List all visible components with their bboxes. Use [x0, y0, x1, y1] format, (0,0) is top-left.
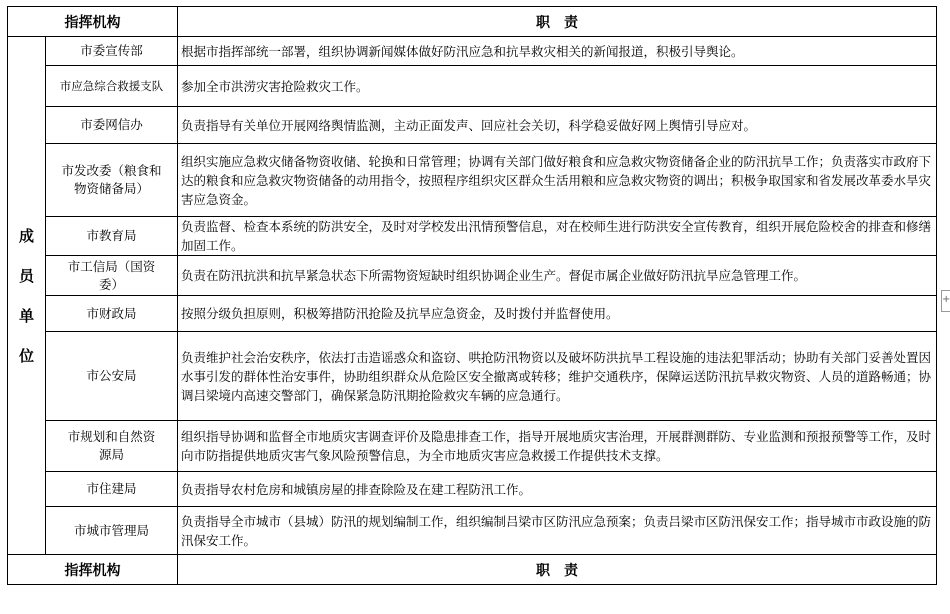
duty-cell: 根据市指挥部统一部署，组织协调新闻媒体做好防汛应急和抗旱救灾相关的新闻报道，积极引导舆论。: [178, 37, 937, 66]
duty-cell: 组织指导协调和监督全市地质灾害调查评价及隐患排查工作，指导开展地质灾害治理，开展群测群防、专业监测和预报预警等工作，及时向市防指提供地质灾害气象风险预警信息，为全市地质灾害应急救援工作提供技术支撑。: [178, 421, 937, 472]
org-name: 市委网信办: [80, 117, 143, 132]
footer-col-duty: 职 责: [178, 555, 937, 585]
duty-cell: 组织实施应急救灾储备物资收储、轮换和日常管理；协调有关部门做好粮食和应急救灾物资储备企业的防汛抗旱工作；负责落实市政府下达的粮食和应急救灾物资储备的动用指令，按照程序组织灾区群众生活用粮和应急救灾物资的调出；积极争取国家和省发展改革委水旱灾害应急资金。: [178, 144, 937, 217]
table-row: [8, 37, 937, 66]
org-cell: [46, 507, 178, 555]
org-cell: [46, 256, 178, 296]
org-cell: [46, 66, 178, 107]
table-row: [8, 144, 937, 217]
org-cell: [46, 37, 178, 66]
org-cell: [46, 332, 178, 421]
duty-cell: 负责指导农村危房和城镇房屋的排查除险及在建工程防汛工作。: [178, 472, 937, 507]
org-name: 市应急综合救援支队: [59, 79, 164, 93]
org-cell: [46, 296, 178, 332]
org-name: 市委宣传部: [80, 43, 143, 58]
header-row: [8, 7, 937, 37]
org-cell: [46, 107, 178, 144]
footer-col-agency: 指挥机构: [8, 555, 178, 585]
table-row: [8, 507, 937, 555]
org-cell: [46, 144, 178, 217]
org-name: 市规划和自然资源局: [67, 429, 156, 462]
org-name: 市教育局: [86, 228, 137, 243]
duty-cell: 负责指导有关单位开展网络舆情监测，主动正面发声、回应社会关切，科学稳妥做好网上舆情引导应对。: [178, 107, 937, 144]
table-row: [8, 296, 937, 332]
org-name: 市公安局: [86, 368, 137, 383]
org-name: 市工信局（国资委）: [67, 258, 156, 292]
duty-cell: 按照分级负担原则，积极筹措防汛抢险及抗旱应急资金，及时拨付并监督使用。: [178, 296, 937, 332]
org-name: 市城市管理局: [73, 522, 149, 538]
table-row: [8, 256, 937, 296]
footer-row: [8, 555, 937, 585]
org-cell: [46, 217, 178, 256]
org-cell: [46, 472, 178, 507]
duty-cell: 负责指导全市城市（县城）防汛的规划编制工作，组织编制吕梁市区防汛应急预案；负责吕梁市区防汛保安工作；指导城市市政设施的防汛保安工作。: [178, 507, 937, 555]
table-row: [8, 421, 937, 472]
table-row: [8, 107, 937, 144]
org-name: 市住建局: [86, 481, 137, 496]
group-label: 成员单位: [18, 226, 34, 365]
table-row: [8, 217, 937, 256]
duty-table: [7, 6, 937, 585]
group-label-cell: [8, 37, 46, 555]
duty-cell: 负责维护社会治安秩序，依法打击造谣惑众和盗窃、哄抢防汛物资以及破坏防洪抗旱工程设施的违法犯罪活动；协助有关部门妥善处置因水事引发的群体性治安事件，协助组织群众从危险区安全撤离或转移；维护交通秩序，保障运送防汛抗旱救灾物资、人员的道路畅通；协调吕梁境内高速交警部门，确保紧急防汛期抢险救灾车辆的应急通行。: [178, 332, 937, 421]
table-row: [8, 472, 937, 507]
table-row: [8, 66, 937, 107]
org-name: 市财政局: [86, 305, 137, 321]
duty-cell: 参加全市洪涝灾害抢险救灾工作。: [178, 66, 937, 107]
duty-cell: 负责监督、检查本系统的防洪安全，及时对学校发出汛情预警信息，对在校师生进行防洪安全宣传教育，组织开展危险校舍的排查和修缮加固工作。: [178, 217, 937, 256]
header-col-duty: 职 责: [178, 7, 937, 37]
org-cell: [46, 421, 178, 472]
header-col-agency: 指挥机构: [8, 7, 178, 37]
table-row: [8, 332, 937, 421]
org-name: 市发改委（粮食和物资储备局）: [61, 163, 162, 196]
side-plus-marker[interactable]: +: [941, 290, 950, 312]
duty-cell: 负责在防汛抗洪和抗旱紧急状态下所需物资短缺时组织协调企业生产。督促市属企业做好防汛抗旱应急管理工作。: [178, 256, 937, 296]
